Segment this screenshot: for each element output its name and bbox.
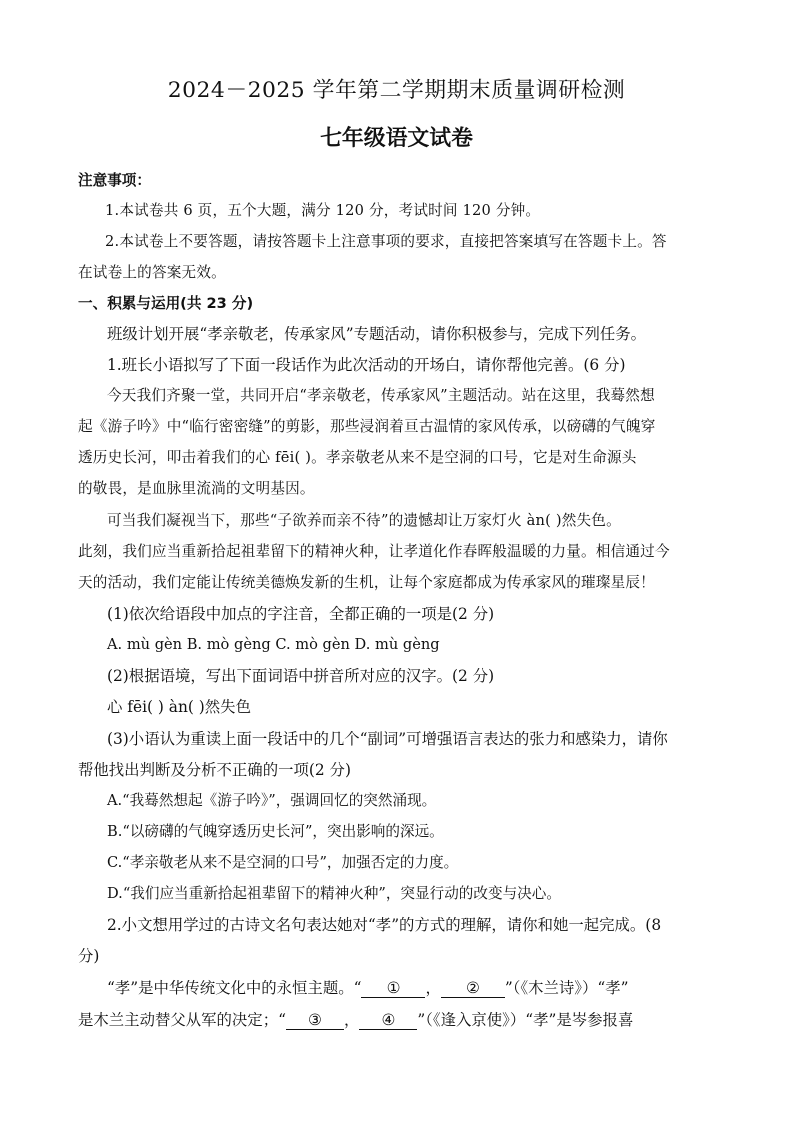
- section-1-heading: 一、积累与运用(共 23 分): [78, 295, 254, 312]
- exam-subtitle: 七年级语文试卷: [320, 126, 473, 151]
- question-2-text-a: “孝”是中华传统文化中的永恒主题。“: [107, 979, 362, 997]
- passage-line-4: 的敬畏，是血脉里流淌的文明基因。: [78, 480, 315, 497]
- notice-item-2-line-1: 2.本试卷上不要答题，请按答题卡上注意事项的要求，直接把答案填写在答题卡上。答: [105, 233, 667, 250]
- question-1-3-option-b: B.“以磅礴的气魄穿透历史长河”，突出影响的深远。: [107, 823, 444, 840]
- question-1-2-items: 心 fēi( ) àn( )然失色: [107, 698, 251, 716]
- question-1-2-prompt: (2)根据语境，写出下面词语中拼音所对应的汉字。(2 分): [107, 667, 495, 685]
- question-2-prompt-line-1: 2.小文想用学过的古诗文名句表达她对“孝”的方式的理解，请你和她一起完成。(8: [107, 916, 662, 934]
- question-2-comma-1: ，: [425, 979, 441, 997]
- question-1-3-option-c: C.“孝亲敬老从来不是空洞的口号”，加强否定的力度。: [107, 854, 459, 871]
- passage-line-5: 可当我们凝视当下，那些“子欲养而亲不待”的遗憾却让万家灯火 àn( )然失色。: [107, 512, 621, 529]
- passage-line-1: 今天我们齐聚一堂，共同开启“孝亲敬老，传承家风”主题活动。站在这里，我蓦然想: [107, 387, 655, 404]
- question-1-3-prompt-line-2: 帮他找出判断及分析不正确的一项(2 分): [78, 761, 351, 779]
- answer-blank-4: ④: [359, 1012, 417, 1030]
- passage-line-6: 此刻，我们应当重新拾起祖辈留下的精神火种，让孝道化作春晖般温暖的力量。相信通过今: [78, 543, 670, 560]
- passage-line-2: 起《游子吟》中“临行密密缝”的剪影，那些浸润着亘古温情的家风传承，以磅礴的气魄穿: [78, 418, 656, 435]
- question-2-text-d: ”（《逢入京使》）“孝”是岑参报喜: [417, 1011, 634, 1029]
- notice-item-1: 1.本试卷共 6 页，五个大题，满分 120 分，考试时间 120 分钟。: [105, 202, 541, 219]
- question-1-3-option-d: D.“我们应当重新拾起祖辈留下的精神火种”，突显行动的改变与决心。: [107, 885, 561, 902]
- question-1-3-option-a: A.“我蓦然想起《游子吟》”，强调回忆的突然涌现。: [107, 792, 437, 809]
- question-1-1-prompt: (1)依次给语段中加点的字注音，全都正确的一项是(2 分): [107, 605, 495, 623]
- question-1-1-options: A. mù gèn B. mò gèng C. mò gèn D. mù gèng: [107, 636, 440, 653]
- notice-heading: 注意事项：: [78, 172, 151, 189]
- question-2-prompt-line-2: 分): [78, 947, 100, 965]
- passage-line-7: 天的活动，我们定能让传统美德焕发新的生机，让每个家庭都成为传承家风的璀璨星辰！: [78, 574, 655, 591]
- question-2-body-line-2: [78, 1012, 633, 1030]
- question-2-text-b: ”（《木兰诗》）“孝”: [504, 979, 629, 997]
- exam-title: 2024－2025 学年第二学期期末质量调研检测: [167, 78, 626, 103]
- answer-blank-2: ②: [441, 980, 505, 998]
- answer-blank-1: ①: [361, 980, 425, 998]
- notice-item-2-line-2: 在试卷上的答案无效。: [78, 264, 226, 281]
- question-1-3-prompt-line-1: (3)小语认为重读上面一段话中的几个“副词”可增强语言表达的张力和感染力，请你: [107, 730, 668, 748]
- passage-line-3: 透历史长河，叩击着我们的心 fēi( )。孝亲敬老从来不是空洞的口号，它是对生命源头: [78, 449, 637, 466]
- answer-blank-3: ③: [286, 1012, 344, 1030]
- question-2-text-c: 是木兰主动替父从军的决定；“: [78, 1011, 286, 1029]
- question-2-comma-2: ，: [343, 1011, 360, 1029]
- activity-intro: 班级计划开展“孝亲敬老，传承家风”专题活动，请你积极参与，完成下列任务。: [107, 325, 647, 343]
- question-1-prompt: 1.班长小语拟写了下面一段话作为此次活动的开场白，请你帮他完善。(6 分): [107, 356, 626, 374]
- question-2-body-line-1: [107, 980, 629, 998]
